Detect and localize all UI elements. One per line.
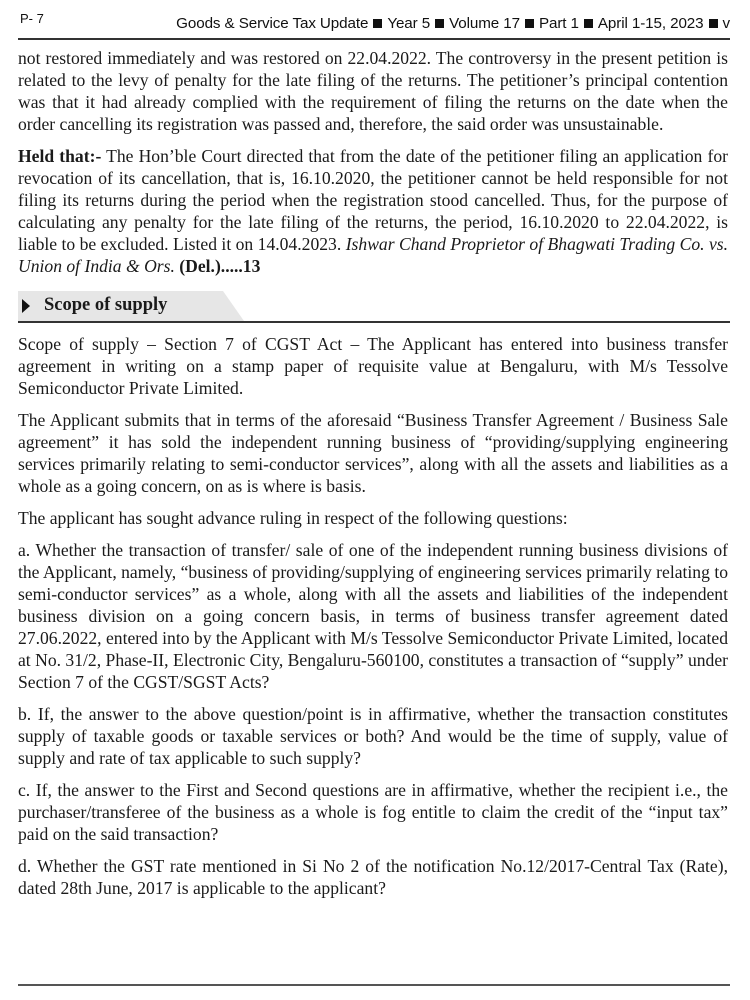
page-number: P- 7 (20, 11, 44, 26)
case-citation: (Del.).....13 (174, 256, 261, 276)
question-item: c. If, the answer to the First and Second questions are in affirmative, whether the recipient i.e., the purchaser/transferee of the business as a whole is fog entitle to claim the credit of the “input tax” paid on the said transaction? (18, 780, 728, 844)
question-item: a. Whether the transaction of transfer/ sale of one of the independent running business divisions of the Applicant, namely, “business of providing/supplying of engineering services primarily relating to semi-conductor services” as a whole, along with all the assets and liabilities of the independent business division on a going concern basis, in terms of business transfer agreement dated 27.06.2022, entered into by the Applicant with M/s Tessolve Semiconductor Private Limited, located at No. 31/2, Phase-II, Electronic City, Bengaluru-560100, constitutes a transaction of “supply” under Section 7 of the CGST/SGST Acts? (18, 540, 728, 692)
section-paragraph: The applicant has sought advance ruling in respect of the following questions: (18, 508, 568, 528)
header-suffix: v (722, 15, 730, 32)
square-bullet-icon (584, 19, 593, 28)
square-bullet-icon (373, 19, 382, 28)
section-heading (18, 291, 728, 323)
running-header (176, 15, 730, 32)
section-divider (18, 321, 730, 323)
held-paragraph (18, 145, 728, 277)
section-paragraph: The Applicant submits that in terms of the aforesaid “Business Transfer Agreement / Business Sale agreement” it has sold the independent running business of “providing/supplying engineering services primarily relating to semi-conductor services”, along with all the assets and liabilities as a whole as a going concern, on as is where is basis. (18, 410, 728, 496)
held-label: Held that:- (18, 146, 102, 166)
case-continuation-paragraph: not restored immediately and was restored on 22.04.2022. The controversy in the present petition is related to the levy of penalty for the late filing of the returns. The petitioner’s principal contention was that it had already complied with the requirement of filing the returns on the date when the order cancelling its registration was passed and, therefore, the said order was unsustainable. (18, 48, 728, 134)
footer-divider (18, 984, 730, 986)
question-item: b. If, the answer to the above question/point is in affirmative, whether the transaction constitutes supply of taxable goods or taxable services or both? And would be the time of supply, value of supply and rate of tax applicable to such supply? (18, 704, 728, 768)
section-paragraph: Scope of supply – Section 7 of CGST Act – The Applicant has entered into business transfer agreement in writing on a stamp paper of requisite value at Bengaluru, with M/s Tessolve Semiconductor Private Limited. (18, 334, 728, 398)
part: Part 1 (538, 15, 579, 32)
held-text: The Hon’ble Court directed that from the date of the petitioner filing an application for revocation of its cancellation, that is, 16.10.2020, the petitioner cannot be held responsible for not filing its returns during the period when the registration stood cancelled. Thus, for the purpose of calculating any penalty for the late filing of the returns, the period, 16.10.2020 to 22.04.2022, is liable to be excluded. Listed it on 14.04.2023. (18, 146, 728, 254)
page-header (18, 6, 730, 36)
triangle-right-icon (22, 299, 30, 313)
section-title: Scope of supply (44, 295, 168, 315)
square-bullet-icon (525, 19, 534, 28)
header-divider (18, 38, 730, 40)
question-item: d. Whether the GST rate mentioned in Si No 2 of the notification No.12/2017-Central Tax (Rate), dated 28th June, 2017 is applicable to the applicant? (18, 856, 728, 898)
square-bullet-icon (435, 19, 444, 28)
year: Year 5 (387, 15, 431, 32)
case-name: Ishwar Chand Proprietor of Bhagwati Trading Co. vs. Union of India & Ors. (18, 234, 729, 276)
page-body (18, 47, 728, 909)
volume: Volume 17 (449, 15, 520, 32)
publication-title: Goods & Service Tax Update (176, 15, 369, 32)
issue-date: April 1-15, 2023 (597, 15, 704, 32)
square-bullet-icon (709, 19, 718, 28)
